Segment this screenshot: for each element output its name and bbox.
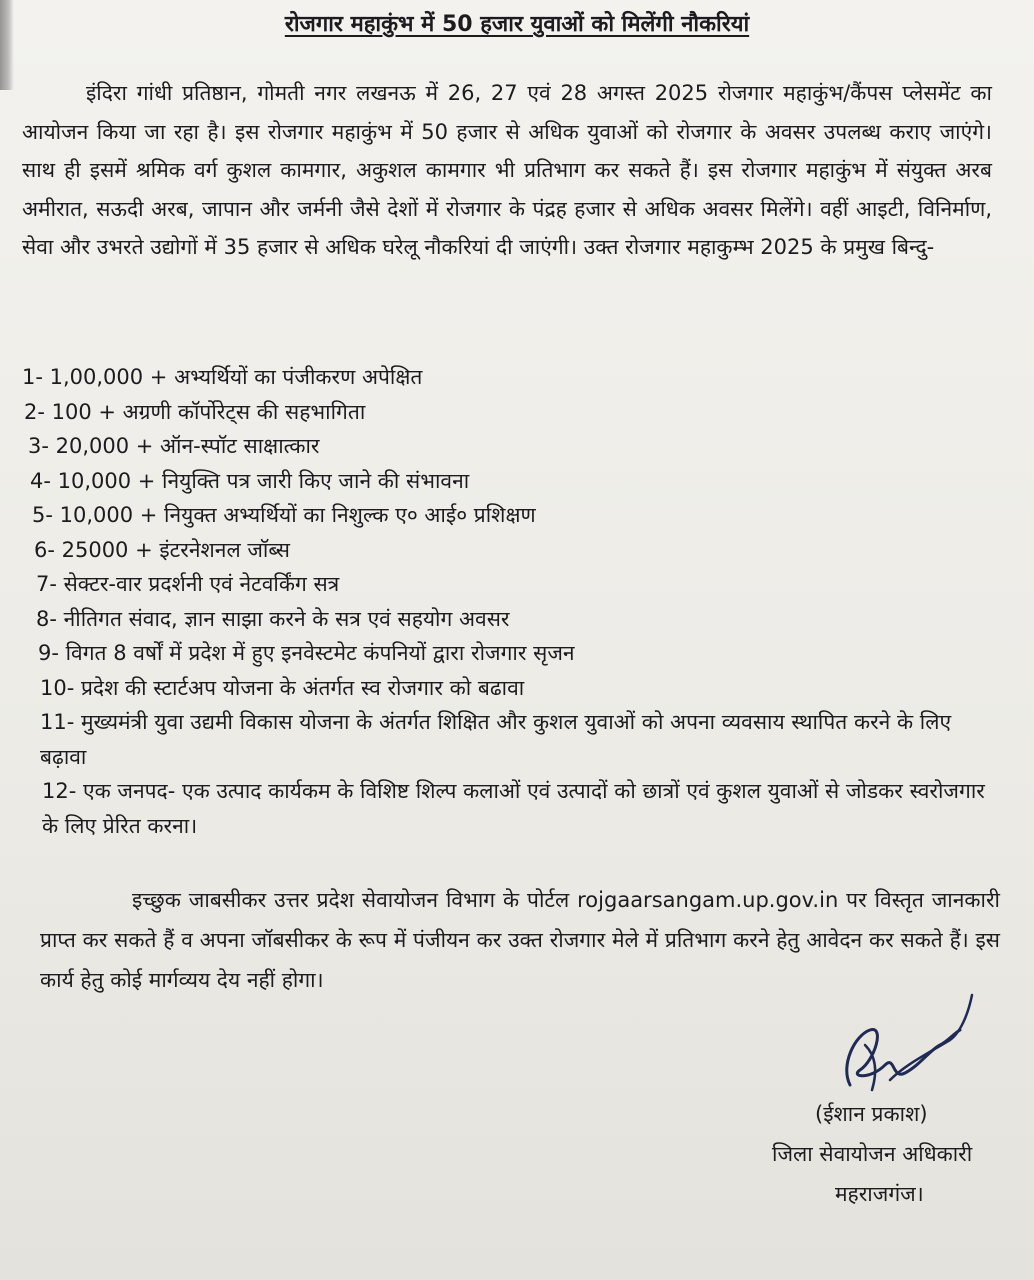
list-item: 8- नीतिगत संवाद, ज्ञान साझा करने के सत्र एवं सहयोग अवसर (36, 606, 510, 631)
list-item: 9- विगत 8 वर्षों में प्रदेश में हुए इनवेस्टमेट कंपनियों द्वारा रोजगार सृजन (38, 641, 575, 665)
key-points-list (22, 360, 1012, 843)
list-item: 4- 10,000 + नियुक्ति पत्र जारी किए जाने की संभावना (30, 468, 470, 493)
list-item: 11- मुख्यमंत्री युवा उद्यमी विकास योजना के अंतर्गत शिक्षित और कुशल युवाओं को अपना व्यवसाय स्थापित करने के लिए बढ़ावा (40, 710, 952, 769)
list-item: 1- 1,00,000 + अभ्यर्थियों का पंजीकरण अपेक्षित (22, 365, 423, 389)
closing-paragraph: इच्छुक जाबसीकर उत्तर प्रदेश सेवायोजन विभाग के पोर्टल rojgaarsangam.up.gov.in पर विस्तृत जानकारी प्राप्त कर सकते हैं व अपना जॉबसीकर के रूप में पंजीयन कर उक्त रोजगार मेले में प्रतिभाग करने हेतु आवेदन कर सकते हैं। इस कार्य हेतु कोई मार्गव्यय देय नहीं होगा। (40, 888, 1000, 992)
list-item: 5- 10,000 + नियुक्त अभ्यर्थियों का निशुल्क ए० आई० प्रशिक्षण (32, 503, 536, 527)
document-title: रोजगार महाकुंभ में 50 हजार युवाओं को मिलेंगी नौकरियां (284, 12, 750, 37)
intro-paragraph: इंदिरा गांधी प्रतिष्ठान, गोमती नगर लखनऊ में 26, 27 एवं 28 अगस्त 2025 रोजगार महाकुंभ/कैंपस प्लेसमेंट का आयोजन किया जा रहा है। इस रोजगार महाकुंभ में 50 हजार से अधिक युवाओं को रोजगार के अवसर उपलब्ध कराए जाएंगे। साथ ही इसमें श्रमिक वर्ग कुशल कामगार, अकुशल कामगार भी प्रतिभाग कर सकते हैं। इस रोजगार महाकुंभ में संयुक्त अरब अमीरात, सऊदी अरब, जापान और जर्मनी जैसे देशों में रोजगार के पंद्रह हजार से अधिक अवसर मिलेंगे। वहीं आइटी, विनिर्माण, सेवा और उभरते उद्योगों में 35 हजार से अधिक घरेलू नौकरियां दी जाएंगी। उक्त रोजगार महाकुम्भ 2025 के प्रमुख बिन्दु- (22, 81, 992, 259)
list-item: 12- एक जनपद- एक उत्पाद कार्यकम के विशिष्ट शिल्प कलाओं एवं उत्पादों को छात्रों एवं कुशल युवाओं से जोडकर स्वरोजगार के लिए प्रेरित करना। (42, 779, 985, 838)
signatory-place: महराजगंज। (835, 1182, 924, 1206)
list-item: 2- 100 + अग्रणी कॉर्पोरेट्स की सहभागिता (24, 399, 366, 424)
list-item: 6- 25000 + इंटरनेशनल जॉब्स (34, 537, 290, 562)
signatory-name: (ईशान प्रकाश) (815, 1102, 928, 1126)
list-item: 7- सेक्टर-वार प्रदर्शनी एवं नेटवर्किंग सत्र (36, 572, 340, 596)
handwritten-signature (830, 985, 980, 1100)
list-item: 10- प्रदेश की स्टार्टअप योजना के अंतर्गत स्व रोजगार को बढावा (40, 675, 525, 700)
signatory-designation: जिला सेवायोजन अधिकारी (772, 1142, 973, 1166)
list-item: 3- 20,000 + ऑन-स्पॉट साक्षात्कार (28, 434, 320, 458)
